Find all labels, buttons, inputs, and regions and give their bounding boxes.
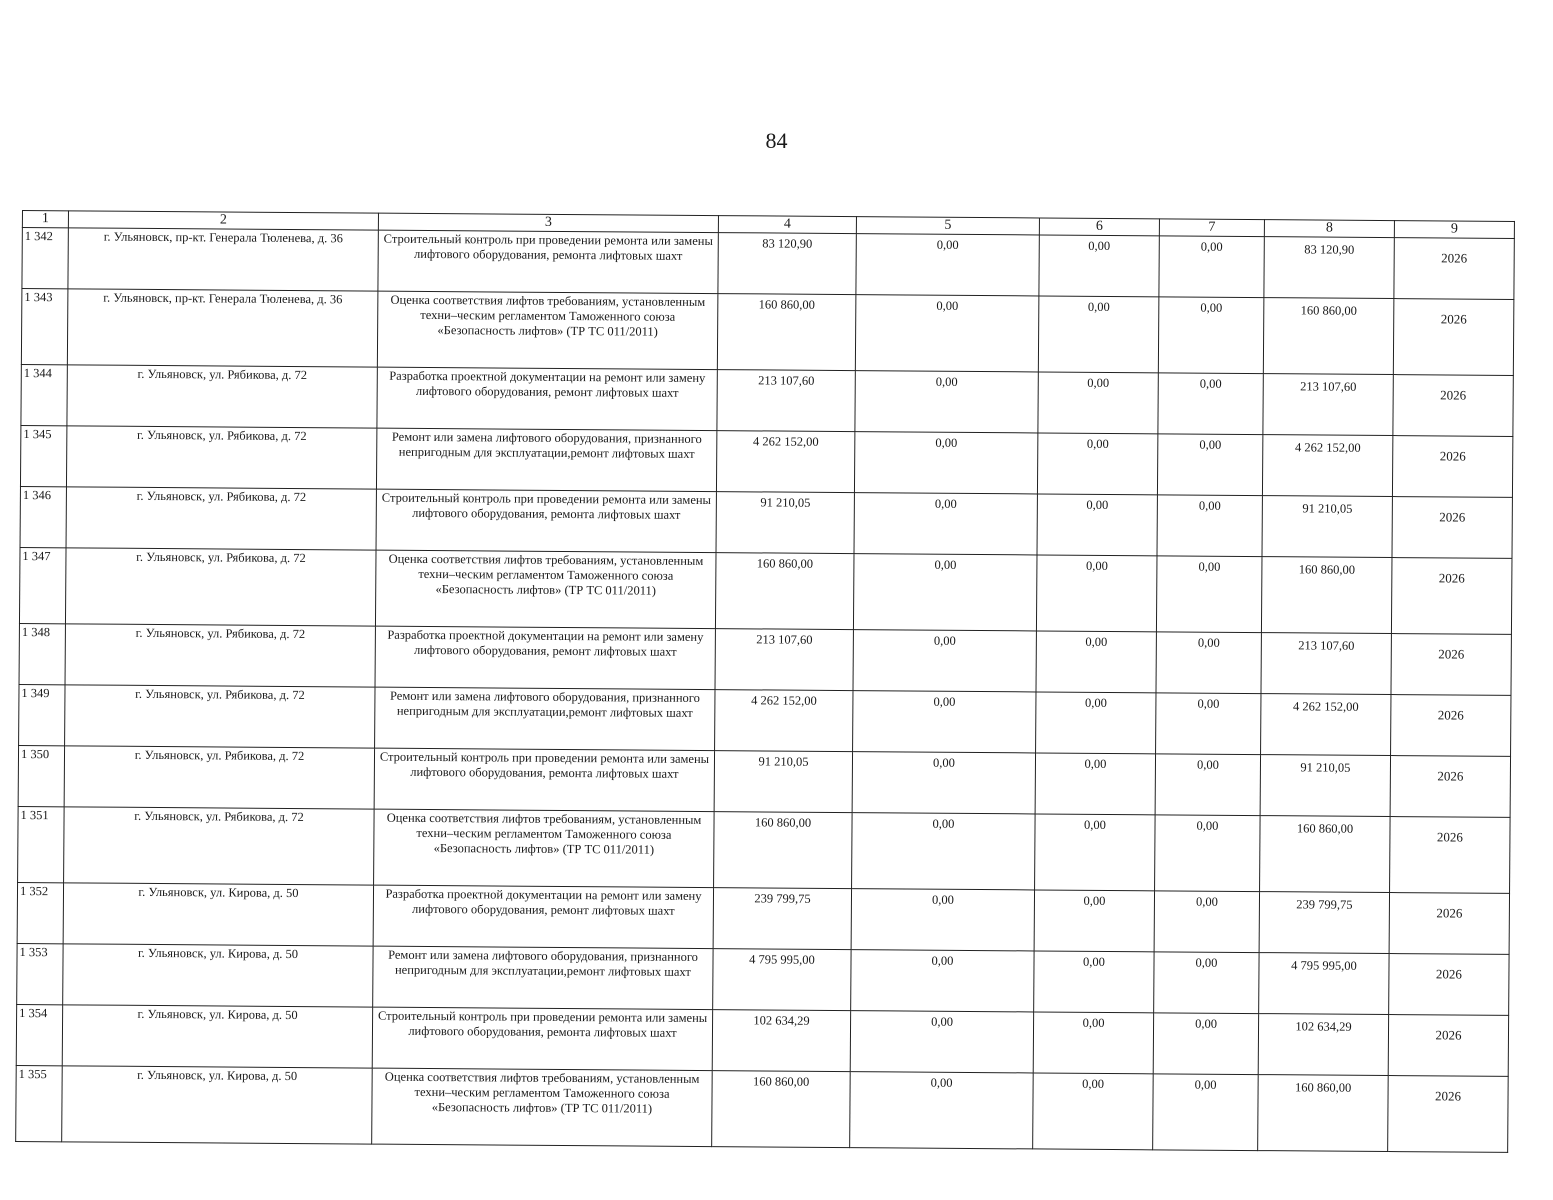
- address-cell: г. Ульяновск, ул. Рябикова, д. 72: [64, 746, 374, 809]
- address-cell: г. Ульяновск, ул. Кирова, д. 50: [62, 1005, 372, 1068]
- column-5-value-cell: 0,00: [853, 691, 1036, 753]
- address-cell: г. Ульяновск, ул. Рябикова, д. 72: [67, 365, 377, 428]
- column-7-value-cell: 0,00: [1157, 495, 1262, 557]
- column-4-value-cell: 160 860,00: [717, 294, 856, 371]
- column-7-value-cell: 0,00: [1153, 1074, 1259, 1151]
- column-6-value-cell: 0,00: [1037, 433, 1157, 495]
- column-7-value-cell: 0,00: [1154, 891, 1259, 953]
- page-number: 84: [765, 128, 788, 153]
- address-cell: г. Ульяновск, ул. Кирова, д. 50: [62, 1066, 373, 1144]
- table-row: [22, 228, 1514, 300]
- year-cell: 2026: [1388, 1015, 1508, 1077]
- column-header: 4: [718, 216, 856, 234]
- table-row: [17, 943, 1509, 1015]
- column-header: 7: [1159, 219, 1264, 237]
- column-7-value-cell: 0,00: [1159, 236, 1264, 298]
- column-5-value-cell: 0,00: [851, 889, 1034, 951]
- column-6-value-cell: 0,00: [1035, 814, 1156, 891]
- column-8-value-cell: 213 107,60: [1263, 374, 1393, 436]
- column-5-value-cell: 0,00: [850, 1072, 1034, 1149]
- column-6-value-cell: 0,00: [1038, 296, 1159, 373]
- column-6-value-cell: 0,00: [1038, 372, 1158, 434]
- table-row: [21, 289, 1514, 376]
- work-description-cell: Ремонт или замена лифтового оборудования, признанного непригодным для эксплуатации,ремонт лифтовых шахт: [373, 946, 713, 1009]
- column-7-value-cell: 0,00: [1158, 297, 1264, 374]
- year-cell: 2026: [1389, 954, 1509, 1016]
- column-4-value-cell: 239 799,75: [713, 888, 851, 950]
- column-7-value-cell: 0,00: [1156, 556, 1262, 633]
- row-number-cell: 1 342: [22, 228, 68, 289]
- address-cell: г. Ульяновск, ул. Рябикова, д. 72: [66, 487, 376, 550]
- column-5-value-cell: 0,00: [854, 432, 1037, 494]
- row-number-cell: 1 347: [19, 547, 66, 623]
- column-4-value-cell: 102 634,29: [712, 1010, 850, 1072]
- table-row: [19, 623, 1511, 695]
- table-row: [21, 364, 1513, 436]
- column-8-value-cell: 83 120,90: [1264, 237, 1394, 299]
- row-number-cell: 1 353: [17, 943, 63, 1004]
- column-7-value-cell: 0,00: [1154, 952, 1259, 1014]
- column-8-value-cell: 160 860,00: [1263, 298, 1394, 375]
- column-8-value-cell: 4 262 152,00: [1261, 694, 1391, 756]
- address-cell: г. Ульяновск, пр-кт. Генерала Тюленева, д. 36: [67, 289, 378, 367]
- address-cell: г. Ульяновск, ул. Кирова, д. 50: [63, 883, 373, 946]
- column-4-value-cell: 91 210,05: [714, 751, 852, 813]
- year-cell: 2026: [1389, 893, 1509, 955]
- column-header: 1: [22, 211, 68, 228]
- work-description-cell: Оценка соответствия лифтов требованиям, установленным техни–ческим регламентом Таможенного союза «Безопасность лифтов» (ТР ТС 011/2011): [375, 550, 716, 628]
- row-number-cell: 1 354: [16, 1004, 62, 1065]
- address-cell: г. Ульяновск, ул. Рябикова, д. 72: [65, 685, 375, 748]
- address-cell: г. Ульяновск, пр-кт. Генерала Тюленева, д. 36: [68, 228, 378, 291]
- table-row: [19, 684, 1511, 756]
- column-4-value-cell: 213 107,60: [717, 370, 855, 432]
- table-row: [20, 486, 1512, 558]
- column-7-value-cell: 0,00: [1158, 373, 1263, 435]
- column-5-value-cell: 0,00: [855, 295, 1039, 372]
- row-number-cell: 1 345: [20, 425, 66, 486]
- work-description-cell: Разработка проектной документации на ремонт или замену лифтового оборудования, ремонт лифтовых шахт: [377, 367, 717, 430]
- column-5-value-cell: 0,00: [854, 493, 1037, 555]
- column-header: 9: [1394, 221, 1514, 239]
- column-header: 2: [68, 211, 378, 230]
- work-plan-table: [15, 210, 1515, 1153]
- column-6-value-cell: 0,00: [1036, 555, 1157, 632]
- table-body: [16, 211, 1515, 1153]
- column-7-value-cell: 0,00: [1153, 1013, 1258, 1075]
- column-6-value-cell: 0,00: [1036, 631, 1156, 693]
- year-cell: 2026: [1394, 238, 1514, 300]
- table-row: [16, 1004, 1508, 1076]
- year-cell: 2026: [1390, 756, 1510, 818]
- year-cell: 2026: [1388, 1076, 1509, 1153]
- table-row: [17, 882, 1509, 954]
- row-number-cell: 1 344: [21, 364, 67, 425]
- row-number-cell: 1 350: [18, 745, 64, 806]
- column-8-value-cell: 160 860,00: [1261, 557, 1392, 634]
- column-5-value-cell: 0,00: [852, 752, 1035, 814]
- column-4-value-cell: 4 795 995,00: [713, 949, 851, 1011]
- column-8-value-cell: 102 634,29: [1258, 1014, 1388, 1076]
- column-6-value-cell: 0,00: [1035, 753, 1155, 815]
- column-header: 3: [378, 213, 718, 232]
- column-header: 6: [1039, 218, 1159, 236]
- row-number-cell: 1 355: [16, 1065, 63, 1141]
- column-5-value-cell: 0,00: [852, 813, 1036, 890]
- work-description-cell: Ремонт или замена лифтового оборудования, признанного непригодным для эксплуатации,ремонт лифтовых шахт: [376, 428, 716, 491]
- column-5-value-cell: 0,00: [856, 234, 1039, 296]
- row-number-cell: 1 348: [19, 623, 65, 684]
- work-plan-table-wrapper: [15, 210, 1514, 1153]
- address-cell: г. Ульяновск, ул. Рябикова, д. 72: [66, 426, 376, 489]
- year-cell: 2026: [1393, 375, 1513, 437]
- column-5-value-cell: 0,00: [851, 950, 1034, 1012]
- column-6-value-cell: 0,00: [1033, 1012, 1153, 1074]
- work-description-cell: Строительный контроль при проведении ремонта или замены лифтового оборудования, ремонта лифтовых шахт: [376, 489, 716, 552]
- column-7-value-cell: 0,00: [1155, 754, 1260, 816]
- column-4-value-cell: 160 860,00: [714, 812, 853, 889]
- column-4-value-cell: 91 210,05: [716, 492, 854, 554]
- work-description-cell: Оценка соответствия лифтов требованиям, установленным техни–ческим регламентом Таможенного союза «Безопасность лифтов» (ТР ТС 011/2011): [374, 809, 715, 887]
- column-6-value-cell: 0,00: [1034, 951, 1154, 1013]
- work-description-cell: Разработка проектной документации на ремонт или замену лифтового оборудования, ремонт лифтовых шахт: [373, 885, 713, 948]
- column-8-value-cell: 91 210,05: [1262, 496, 1392, 558]
- work-description-cell: Строительный контроль при проведении ремонта или замены лифтового оборудования, ремонта лифтовых шахт: [372, 1007, 712, 1070]
- column-4-value-cell: 4 262 152,00: [716, 431, 854, 493]
- column-8-value-cell: 91 210,05: [1260, 755, 1390, 817]
- work-description-cell: Оценка соответствия лифтов требованиям, установленным техни–ческим регламентом Таможенного союза «Безопасность лифтов» (ТР ТС 011/2011): [377, 291, 718, 369]
- work-description-cell: Разработка проектной документации на ремонт или замену лифтового оборудования, ремонт лифтовых шахт: [375, 626, 715, 689]
- column-4-value-cell: 160 860,00: [712, 1071, 851, 1148]
- work-description-cell: Строительный контроль при проведении ремонта или замены лифтового оборудования, ремонта лифтовых шахт: [374, 748, 714, 811]
- row-number-cell: 1 343: [21, 289, 68, 365]
- column-7-value-cell: 0,00: [1157, 434, 1262, 496]
- address-cell: г. Ульяновск, ул. Рябикова, д. 72: [64, 807, 375, 885]
- column-header: 5: [856, 217, 1039, 235]
- row-number-cell: 1 349: [19, 684, 65, 745]
- table-row: [18, 806, 1511, 893]
- work-description-cell: Ремонт или замена лифтового оборудования, признанного непригодным для эксплуатации,ремонт лифтовых шахт: [375, 687, 715, 750]
- column-8-value-cell: 239 799,75: [1259, 892, 1389, 954]
- year-cell: 2026: [1392, 497, 1512, 559]
- column-8-value-cell: 160 860,00: [1260, 816, 1391, 893]
- address-cell: г. Ульяновск, ул. Рябикова, д. 72: [65, 624, 375, 687]
- year-cell: 2026: [1393, 299, 1514, 376]
- row-number-cell: 1 351: [18, 806, 65, 882]
- address-cell: г. Ульяновск, ул. Кирова, д. 50: [63, 944, 373, 1007]
- column-6-value-cell: 0,00: [1036, 692, 1156, 754]
- address-cell: г. Ульяновск, ул. Рябикова, д. 72: [65, 548, 376, 626]
- column-4-value-cell: 160 860,00: [715, 553, 854, 630]
- column-6-value-cell: 0,00: [1039, 235, 1159, 297]
- column-4-value-cell: 213 107,60: [715, 629, 853, 691]
- year-cell: 2026: [1391, 695, 1511, 757]
- row-number-cell: 1 346: [20, 486, 66, 547]
- column-4-value-cell: 4 262 152,00: [715, 690, 853, 752]
- column-6-value-cell: 0,00: [1033, 1073, 1154, 1150]
- year-cell: 2026: [1390, 817, 1511, 894]
- table-row: [19, 547, 1512, 634]
- column-5-value-cell: 0,00: [853, 630, 1036, 692]
- column-8-value-cell: 4 795 995,00: [1259, 953, 1389, 1015]
- column-8-value-cell: 4 262 152,00: [1262, 435, 1392, 497]
- column-8-value-cell: 213 107,60: [1261, 633, 1391, 695]
- year-cell: 2026: [1391, 634, 1511, 696]
- column-7-value-cell: 0,00: [1156, 632, 1261, 694]
- column-5-value-cell: 0,00: [850, 1011, 1033, 1073]
- table-row: [16, 1065, 1509, 1152]
- row-number-cell: 1 352: [17, 882, 63, 943]
- column-8-value-cell: 160 860,00: [1258, 1075, 1389, 1152]
- year-cell: 2026: [1392, 436, 1512, 498]
- column-5-value-cell: 0,00: [853, 554, 1037, 631]
- year-cell: 2026: [1391, 558, 1512, 635]
- work-description-cell: Оценка соответствия лифтов требованиям, установленным техни–ческим регламентом Таможенного союза «Безопасность лифтов» (ТР ТС 011/2011): [372, 1068, 713, 1146]
- column-header: 8: [1264, 220, 1394, 238]
- column-7-value-cell: 0,00: [1156, 693, 1261, 755]
- column-5-value-cell: 0,00: [855, 371, 1038, 433]
- column-6-value-cell: 0,00: [1034, 890, 1154, 952]
- table-row: [18, 745, 1510, 817]
- column-7-value-cell: 0,00: [1155, 815, 1261, 892]
- column-6-value-cell: 0,00: [1037, 494, 1157, 556]
- column-4-value-cell: 83 120,90: [718, 233, 856, 295]
- work-description-cell: Строительный контроль при проведении ремонта или замены лифтового оборудования, ремонта лифтовых шахт: [378, 230, 718, 293]
- table-row: [20, 425, 1512, 497]
